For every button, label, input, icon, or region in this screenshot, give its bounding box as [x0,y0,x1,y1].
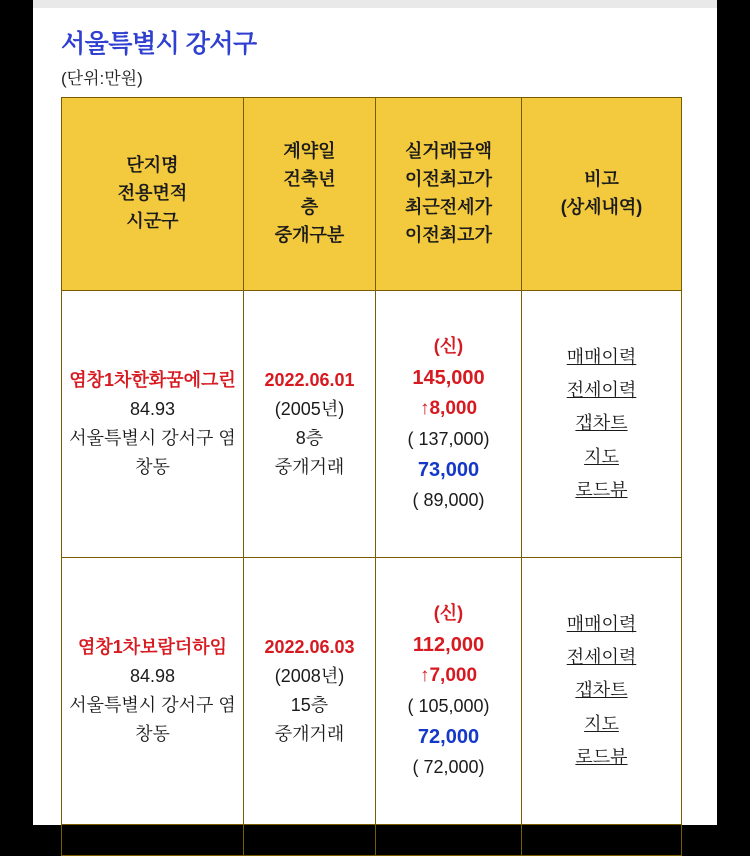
trade-type: 중개거래 [274,724,345,745]
link-sale-history[interactable]: 매매이력 [566,613,637,634]
column-header-price [376,98,522,291]
new-high-tag: (신) [433,603,464,624]
cell-partial [244,825,376,856]
price-delta: ↑8,000 [419,398,478,420]
unit-note: (단위:만원) [61,69,143,88]
link-roadview[interactable]: 로드뷰 [575,746,628,767]
link-roadview[interactable]: 로드뷰 [575,479,628,500]
cell-partial [376,825,522,856]
previous-high-price: ( 105,000) [407,695,490,716]
built-year: (2005년) [274,398,345,419]
table-body [62,291,682,856]
previous-high-price: ( 137,000) [407,428,490,449]
column-header-complex [62,98,244,291]
cell-price-info [376,558,522,825]
complex-name: 염창1차한화꿈에그린 [69,369,236,390]
district: 서울특별시 강서구 염창동 [69,695,236,745]
complex-name: 염창1차보람더하임 [77,636,228,657]
cell-detail-links [522,558,682,825]
link-sale-history[interactable]: 매매이력 [566,346,637,367]
cell-contract-info [244,291,376,558]
cell-price-info [376,291,522,558]
cell-contract-info [244,558,376,825]
header-line: 비고 [584,169,619,190]
page-title: 서울특별시 강서구 [61,30,257,58]
cell-partial [522,825,682,856]
contract-date: 2022.06.03 [264,636,355,657]
table-header [62,98,682,291]
link-map[interactable]: 지도 [584,446,619,467]
cell-detail-links [522,291,682,558]
floor: 15층 [290,695,329,715]
header-line: 계약일 [283,141,336,162]
header-row [62,98,682,291]
table-row [62,558,682,825]
table-row-partial [62,825,682,856]
recent-jeonse-price: 73,000 [417,458,480,481]
header-line: 중개구분 [274,224,345,245]
district: 서울특별시 강서구 염창동 [69,428,236,478]
link-gap-chart[interactable]: 갭차트 [575,413,628,434]
transactions-table [61,97,682,856]
recent-jeonse-price: 72,000 [417,725,480,748]
cell-complex-info [62,291,244,558]
table-row [62,291,682,558]
exclusive-area: 84.93 [129,398,176,419]
top-strip [33,0,717,8]
header-line: 최근전세가 [405,197,492,217]
floor: 8층 [295,428,324,448]
header-line: 건축년 [283,169,336,190]
link-gap-chart[interactable]: 갭차트 [575,680,628,701]
contract-date: 2022.06.01 [264,369,355,390]
built-year: (2008년) [274,665,345,686]
deal-price: 112,000 [412,633,485,656]
header-line: 단지명 [126,155,179,176]
header-line: (상세내역) [560,197,643,217]
previous-jeonse-high: ( 89,000) [412,490,485,511]
cell-partial [62,825,244,856]
new-high-tag: (신) [433,336,464,357]
column-header-contract [244,98,376,291]
header-line: 이전최고가 [405,224,492,245]
link-jeonse-history[interactable]: 전세이력 [566,380,637,401]
column-header-remarks [522,98,682,291]
link-map[interactable]: 지도 [584,713,619,734]
deal-price: 145,000 [412,366,485,389]
header-line: 층 [300,197,319,217]
previous-jeonse-high: ( 72,000) [412,757,485,778]
cell-complex-info [62,558,244,825]
price-delta: ↑7,000 [419,665,478,687]
header-line: 이전최고가 [405,169,492,190]
document-sheet [33,0,717,825]
header-line: 시군구 [126,210,179,231]
link-jeonse-history[interactable]: 전세이력 [566,647,637,668]
exclusive-area: 84.98 [129,665,176,686]
header-line: 전용면적 [117,183,188,204]
trade-type: 중개거래 [274,457,345,478]
header-line: 실거래금액 [405,141,492,162]
